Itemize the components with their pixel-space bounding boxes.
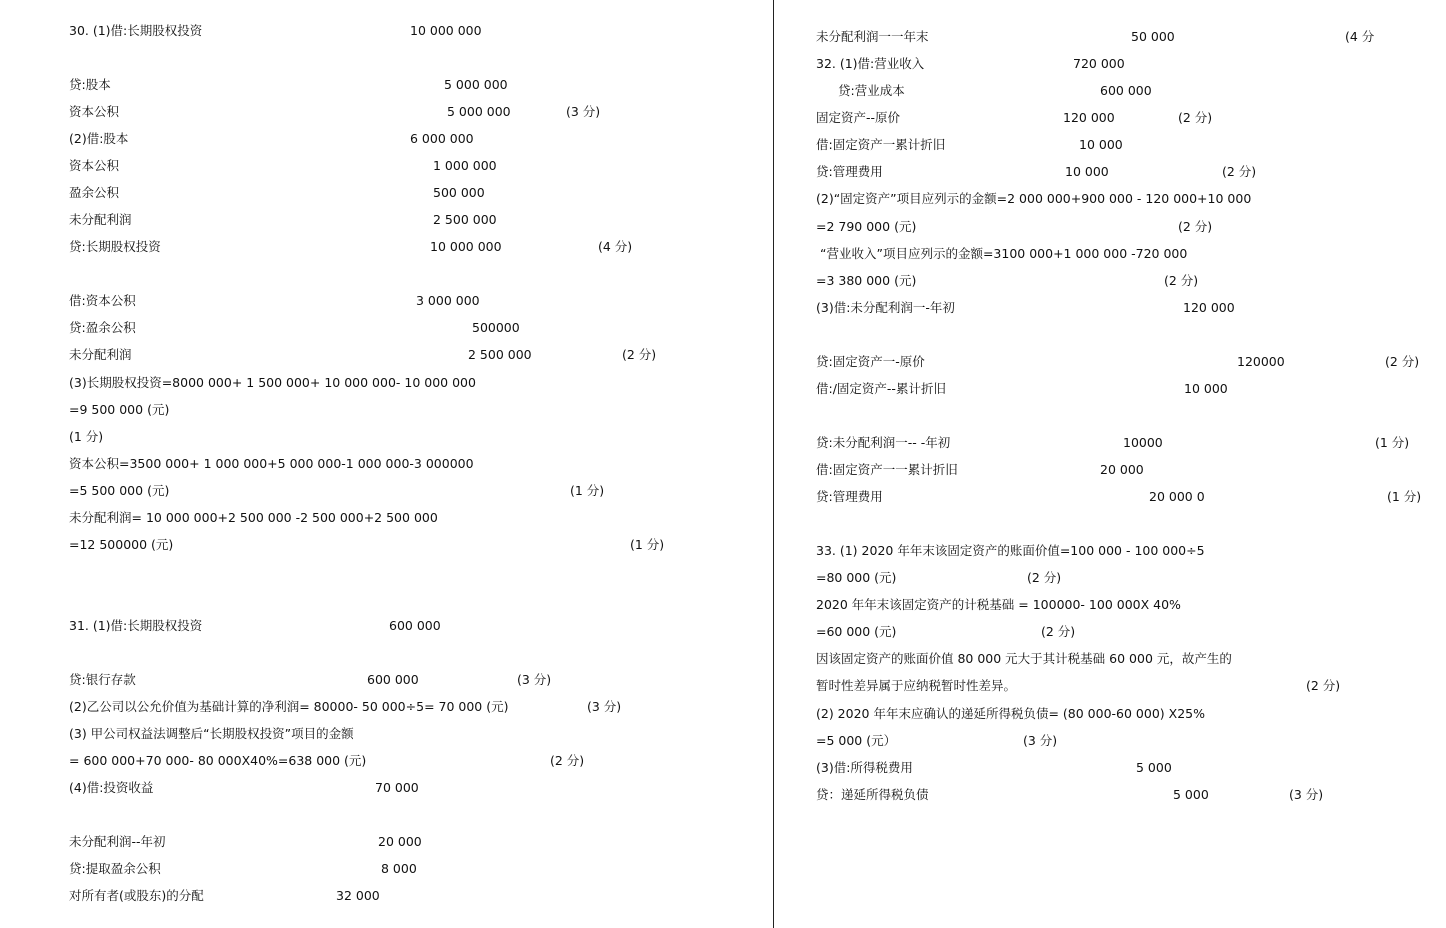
entry-amount: 6 000 000 — [410, 131, 474, 146]
entry-score: (2 分) — [550, 753, 585, 768]
entry-line — [0, 759, 1446, 777]
entry-amount: 5 000 — [1136, 760, 1172, 775]
entry-score: (2 分) — [1178, 110, 1213, 125]
entry-line — [0, 353, 1446, 371]
entry-amount: 5 000 — [1173, 787, 1209, 802]
entry-text: 贷：递延所得税负债 — [816, 787, 929, 802]
entry-amount: 32 000 — [336, 888, 380, 903]
entry-text: 未分配利润 — [69, 347, 132, 362]
entry-score: (4 分 — [1345, 29, 1375, 44]
entry-line — [0, 299, 1446, 317]
entry-line — [0, 380, 1446, 398]
entry-amount: 500000 — [472, 320, 520, 335]
entry-text: =12 500000 (元) — [69, 537, 174, 552]
entry-score: (2 分) — [1306, 678, 1341, 693]
entry-amount: 3 000 000 — [416, 293, 480, 308]
entry-text: (2)借:股本 — [69, 131, 129, 146]
entry-text: 33. (1) 2020 年年末该固定资产的账面价值=100 000 - 100 000÷5 — [816, 543, 1205, 558]
entry-amount: 600 000 — [367, 672, 419, 687]
entry-score: (2 分) — [1027, 570, 1062, 585]
entry-line — [0, 272, 1446, 290]
entry-text: 未分配利润一一年末 — [816, 29, 929, 44]
entry-score: (4 分) — [598, 239, 633, 254]
entry-amount: 120 000 — [1183, 300, 1235, 315]
entry-line — [0, 732, 1446, 750]
entry-score: (3 分) — [1023, 733, 1058, 748]
entry-text: 固定资产--原价 — [816, 110, 901, 125]
entry-text: 暂时性差异属于应纳税暂时性差异。 — [816, 678, 1017, 693]
entry-text: (2)“固定资产”项目应列示的金额=2 000 000+900 000 - 120 000+10 000 — [816, 191, 1252, 206]
entry-line — [0, 542, 1446, 560]
entry-text: =5 500 000 (元) — [69, 483, 170, 498]
entry-score: (1 分) — [630, 537, 665, 552]
entry-score: (2 分) — [622, 347, 657, 362]
entry-text: 31. (1)借:长期股权投资 — [69, 618, 203, 633]
entry-score: (1 分) — [570, 483, 605, 498]
entry-amount: 10 000 — [1184, 381, 1228, 396]
entry-text: 贷:管理费用 — [816, 164, 883, 179]
entry-amount: 720 000 — [1073, 56, 1125, 71]
entry-text: 贷:提取盈余公积 — [69, 861, 161, 876]
entry-text: 32. (1)借:营业收入 — [816, 56, 925, 71]
entry-text: 资本公积 — [69, 104, 120, 119]
entry-text: 借:固定资产一一累计折旧 — [816, 462, 958, 477]
entry-text: 贷:股本 — [69, 77, 111, 92]
entry-line — [0, 245, 1446, 263]
entry-line — [0, 569, 1446, 587]
entry-text: 贷:管理费用 — [816, 489, 883, 504]
entry-amount: 600 000 — [389, 618, 441, 633]
entry-score: (3 分) — [587, 699, 622, 714]
entry-line — [0, 136, 1446, 154]
entry-text: 借:资本公积 — [69, 293, 136, 308]
entry-score: (2 分) — [1385, 354, 1420, 369]
entry-text: 未分配利润= 10 000 000+2 500 000 -2 500 000+2 500 000 — [69, 510, 438, 525]
entry-line — [0, 650, 1446, 668]
entry-line — [0, 55, 1446, 73]
entry-score: (2 分) — [1178, 219, 1213, 234]
entry-line — [0, 705, 1446, 723]
entry-text: 未分配利润--年初 — [69, 834, 166, 849]
entry-amount: 20 000 — [378, 834, 422, 849]
entry-text: 借:固定资产一累计折旧 — [816, 137, 946, 152]
entry-text: (2) 2020 年年末应确认的递延所得税负债= (80 000-60 000) X25% — [816, 706, 1205, 721]
entry-line — [0, 163, 1446, 181]
entry-text: 借:/固定资产--累计折旧 — [816, 381, 946, 396]
entry-text: =5 000 (元） — [816, 733, 897, 748]
entry-score: (2 分) — [1164, 273, 1199, 288]
entry-line — [0, 677, 1446, 695]
entry-score: (1 分) — [1375, 435, 1410, 450]
entry-line — [0, 488, 1446, 506]
entry-amount: 10000 — [1123, 435, 1163, 450]
entry-score: (2 分) — [1222, 164, 1257, 179]
entry-amount: 120000 — [1237, 354, 1285, 369]
entry-line — [0, 786, 1446, 804]
entry-score: (1 分) — [1387, 489, 1422, 504]
entry-amount: 120 000 — [1063, 110, 1115, 125]
entry-text: 未分配利润 — [69, 212, 132, 227]
entry-line — [0, 434, 1446, 452]
entry-line — [0, 28, 1446, 46]
entry-text: (3)借:所得税费用 — [816, 760, 913, 775]
entry-text: 贷:盈余公积 — [69, 320, 136, 335]
entry-amount: 600 000 — [1100, 83, 1152, 98]
entry-amount: 8 000 — [381, 861, 417, 876]
entry-line — [0, 623, 1446, 641]
entry-text: (3)长期股权投资=8000 000+ 1 500 000+ 10 000 000- 10 000 000 — [69, 375, 476, 390]
entry-text: 贷:营业成本 — [838, 83, 905, 98]
entry-amount: 20 000 — [1100, 462, 1144, 477]
entry-score: (3 分) — [566, 104, 601, 119]
entry-amount: 2 500 000 — [433, 212, 497, 227]
entry-text: 对所有者(或股东)的分配 — [69, 888, 204, 903]
entry-score: (3 分) — [517, 672, 552, 687]
entry-amount: 2 500 000 — [468, 347, 532, 362]
entry-text: =2 790 000 (元) — [816, 219, 917, 234]
entry-text: 贷:固定资产一-原价 — [816, 354, 925, 369]
entry-text: 贷:银行存款 — [69, 672, 136, 687]
entry-text: = 600 000+70 000- 80 000X40%=638 000 (元) — [69, 753, 367, 768]
entry-amount: 500 000 — [433, 185, 485, 200]
entry-text: 2020 年年末该固定资产的计税基础 = 100000- 100 000X 40% — [816, 597, 1181, 612]
entry-text: (2)乙公司以公允价值为基础计算的净利润= 80000- 50 000÷5= 70 000 (元) — [69, 699, 509, 714]
entry-amount: 50 000 — [1131, 29, 1175, 44]
entry-score: (2 分) — [1041, 624, 1076, 639]
entry-amount: 70 000 — [375, 780, 419, 795]
entry-line — [0, 109, 1446, 127]
entry-line — [0, 190, 1446, 208]
entry-amount: 10 000 — [1065, 164, 1109, 179]
entry-text: 盈余公积 — [69, 185, 120, 200]
entry-amount: 1 000 000 — [433, 158, 497, 173]
entry-amount: 10 000 — [1079, 137, 1123, 152]
entry-amount: 5 000 000 — [447, 104, 511, 119]
entry-text: =9 500 000 (元) — [69, 402, 170, 417]
entry-amount: 10 000 000 — [410, 23, 482, 38]
entry-line — [0, 82, 1446, 100]
entry-line — [0, 218, 1446, 236]
entry-text: 因该固定资产的账面价值 80 000 元大于其计税基础 60 000 元，故产生的 — [816, 651, 1232, 666]
entry-text: 贷:未分配利润一-- -年初 — [816, 435, 951, 450]
entry-text: =80 000 (元) — [816, 570, 897, 585]
entry-text: 资本公积 — [69, 158, 120, 173]
entry-text: 30. (1)借:长期股权投资 — [69, 23, 203, 38]
entry-text: 资本公积=3500 000+ 1 000 000+5 000 000-1 000 000-3 000000 — [69, 456, 474, 471]
entry-line — [0, 461, 1446, 479]
entry-text: (4)借:投资收益 — [69, 780, 154, 795]
entry-text: =60 000 (元) — [816, 624, 897, 639]
entry-text: 贷:长期股权投资 — [69, 239, 161, 254]
entry-amount: 20 000 0 — [1149, 489, 1205, 504]
entry-amount: 10 000 000 — [430, 239, 502, 254]
entry-score: (3 分) — [1289, 787, 1324, 802]
entry-line — [0, 596, 1446, 614]
entry-text: (3) 甲公司权益法调整后“长期股权投资”项目的金额 — [69, 726, 354, 741]
entry-text: =3 380 000 (元) — [816, 273, 917, 288]
entry-text: “营业收入”项目应列示的金额=3100 000+1 000 000 -720 000 — [820, 246, 1188, 261]
entry-amount: 5 000 000 — [444, 77, 508, 92]
entry-text: (3)借:未分配利润一-年初 — [816, 300, 955, 315]
entry-text: (1 分) — [69, 429, 104, 444]
